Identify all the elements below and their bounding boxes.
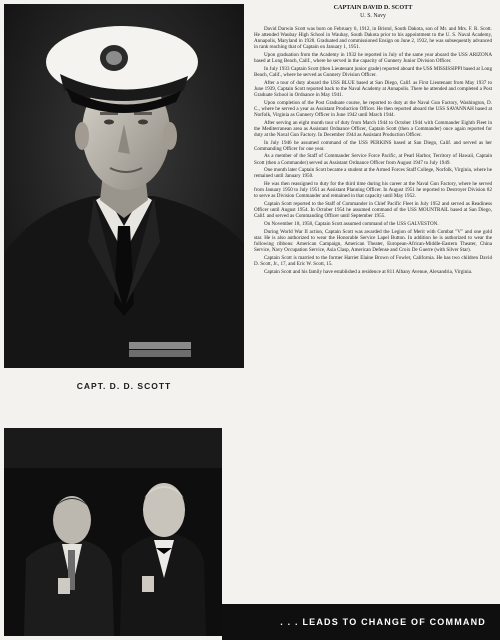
biography-paragraph: Upon graduation from the Academy in 1932 he reported in July of the same year aboard the USS ARIZONA based at Long Beach, Calif., where he served in the capacity of Gunnery Junior Division Officer. [254, 52, 492, 65]
biography-service: U. S. Navy [360, 13, 386, 19]
footer-banner: . . . LEADS TO CHANGE OF COMMAND [222, 604, 500, 640]
biography-paragraph: On November 18, 1958, Captain Scott assumed command of the USS GALVESTON. [264, 221, 439, 228]
biography-paragraph: As a member of the Staff of Commander Service Force Pacific, at Pearl Harbor, Territory of Hawaii, Captain Scott (then a Commander) served as Assistant Ordnance Officer from August 1947 to July 1949. [254, 153, 492, 166]
biography-paragraph: After a tour of duty aboard the USS BLUE based at San Diego, Calif. as First Lieutenant from May 1937 to June 1939, Captain Scott reported back to the Naval Academy at Annapolis. There he attended and completed a Post Graduate School in Ordnance in May 1941. [254, 79, 492, 99]
biography-paragraph: Captain Scott reported to the Staff of Commander in Chief Pacific Fleet in July 1952 and served as Readiness Officer until August 1954. In October 1954 he assumed command of the USS MOUNTRAIL based at San Diego, Calif. and served as Commanding Officer until September 1955. [254, 201, 492, 220]
biography-paragraph: Upon completion of the Post Graduate course, he reported to duty at the Naval Gun Factory, Washington, D. C., where he served a year as Assistant Production Officer. He then reported aboard the USS SAVANNAH based at Norfolk, Virginia as Gunnery Officer in June 1942 until March 1944. [254, 99, 492, 119]
biography-paragraph: During World War II action, Captain Scott was awarded the Legion of Merit with Combat "V" and one gold star. He is also authorized to wear the Honorable Service Lapel Button. In addition he is authorized to wear the following ribbons: American Campaign, American Theater, European-African-Middle-Eastern Theater, China Service, Navy Occupation Service, Asia Clasp, American Defense and Croix De Guerre (with Silver Star). [254, 228, 492, 254]
biography-paragraph: In July 1946 he assumed command of the USS PERKINS based at San Diego, Calif. and served as her Commanding Officer for one year. [254, 139, 492, 152]
portrait-photo [4, 4, 244, 368]
biography-heading: CAPTAIN DAVID D. SCOTT [333, 4, 413, 11]
biography-paragraph: In July 1933 Captain Scott (then Lieutenant junior grade) reported aboard the USS MISSISSIPPI based at Long Beach, Calif., where he served as Gunnery Division Officer. [254, 65, 492, 79]
portrait-illustration [4, 4, 244, 368]
officers-illustration [4, 428, 222, 636]
biography-paragraph: Captain Scott is married to the former Harriet Elaine Brown of Fowler, California. He has two children David D. Scott, Jr., 17, and Eric W. Scott, 15. [254, 254, 492, 267]
biography-paragraph: David Darwin Scott was born on February 6, 1912, in Bristol, South Dakota, son of Mr. and Mrs. F. R. Scott. He attended Waubay High School in Waubay, South Dakota prior to his appointment to the U. S. Naval Academy, Annapolis, Maryland in 1928. Graduated and commissioned Ensign on June 2, 1932, he was subsequently advanced in rank reaching that of Captain on January 1, 1951. [254, 26, 492, 51]
biography-paragraph: One month later Captain Scott became a student at the Armed Forces Staff College, Norfolk, Virginia, where he remained until January 1950. [254, 167, 492, 180]
officers-photo [4, 428, 222, 636]
biography-column [254, 4, 492, 276]
photo-caption: CAPT. D. D. SCOTT [76, 381, 172, 391]
biography-paragraph: After serving an eight month tour of duty from March 1944 to October 1944 with Commander Eighth Fleet in the Mediterranean area as Assistant Ordnance Officer, Captain Scott (then a Commander) once again reported for duty at the Naval Gun Factory. In December 1944 as Assistant Production Officer. [254, 119, 492, 138]
biography-paragraph: Captain Scott and his family have established a residence at 811 Albany Avenue, Alexandria, Virginia. [264, 268, 473, 275]
biography-paragraph: He was then reassigned to duty for the third time during his career at the Naval Gun Factory, where he served from January 1950 to July 1951 as Assistant Planning Officer. In August 1951 he reported to Destroyer Division 82 to serve as Division Commander and remained in that capacity until May 1952. [254, 181, 492, 200]
